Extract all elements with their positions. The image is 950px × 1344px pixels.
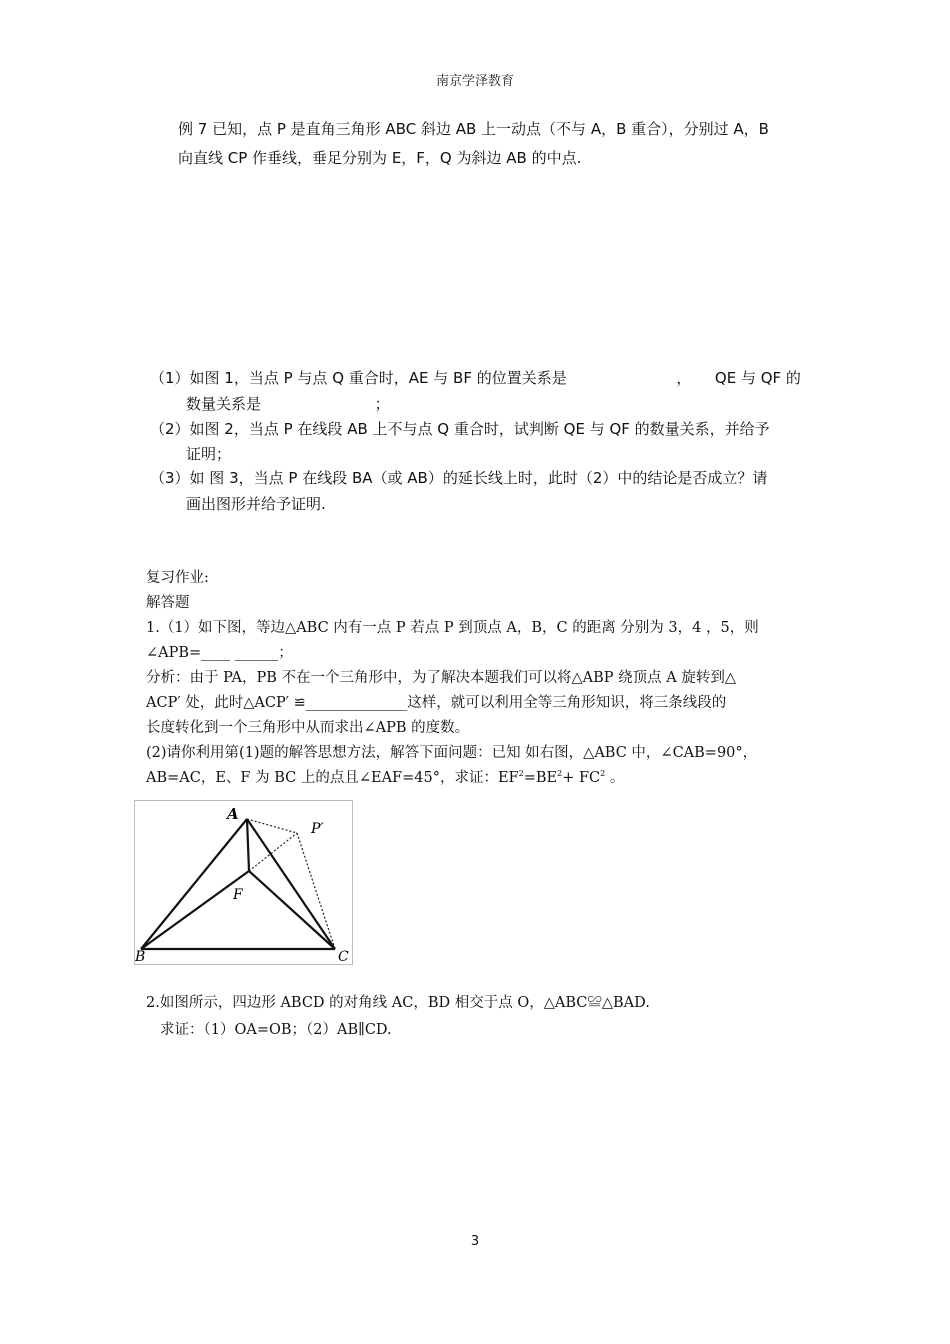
- segment-af: [247, 819, 249, 871]
- q1-comma: ，: [676, 369, 692, 387]
- superscript-2: 2: [518, 769, 524, 779]
- problem2-line1: 2.如图所示，四边形 ABCD 的对角线 AC，BD 相交于点 O，△ABC≌△BAD.: [146, 995, 650, 1011]
- page-header: 南京学泽教育: [435, 74, 514, 89]
- label-f: F: [233, 887, 243, 903]
- problem1-line7-a: AB=AC，E、F 为 BC 上的点且∠EAF=45°，求证：EF: [146, 770, 519, 786]
- label-a: A: [227, 805, 239, 823]
- problem1-line5: 长度转化到一个三角形中从而求出∠APB 的度数。: [146, 720, 470, 736]
- dotted-fp: [249, 833, 297, 871]
- page-number: 3: [470, 1234, 480, 1249]
- homework-subtitle: 解答题: [146, 595, 190, 611]
- q1-text: （1）如图 1，当点 P 与点 Q 重合时，AE 与 BF 的位置关系是: [150, 369, 567, 387]
- q2-line1: （2）如图 2，当点 P 在线段 AB 上不与点 Q 重合时，试判断 QE 与 QF 的数量关系，并给予: [150, 420, 770, 438]
- problem1-line7-b: =BE: [523, 770, 558, 786]
- example7-line1: 例 7 已知，点 P 是直角三角形 ABC 斜边 AB 上一动点（不与 A，B 重合），分别过 A，B: [178, 120, 769, 138]
- q1-line2: [186, 393, 390, 415]
- triangle-diagram: [135, 801, 352, 964]
- q3-line1: （3）如 图 3，当点 P 在线段 BA（或 AB）的延长线上时，此时（2）中的结论是否成立？请: [150, 469, 768, 487]
- problem1-line7-d: 。: [609, 770, 625, 786]
- problem1-line6: (2)请你利用第(1)题的解答思想方法，解答下面问题：已知 如右图，△ABC 中，∠CAB=90°，: [146, 745, 758, 761]
- superscript-2: 2: [600, 769, 606, 779]
- label-c: C: [338, 949, 349, 964]
- triangle-figure: [134, 800, 353, 965]
- problem1-line2: ∠APB=____ ______；: [146, 645, 293, 661]
- q1-text-end: QE 与 QF 的: [714, 369, 801, 387]
- label-b: B: [135, 949, 146, 964]
- problem1-line7-c: + FC: [562, 770, 601, 786]
- q1-semicolon: ；: [374, 395, 390, 413]
- problem1-line1: 1.（1）如下图，等边△ABC 内有一点 P 若点 P 到顶点 A，B，C 的距离 分别为 3，4 ，5，则: [146, 620, 759, 636]
- problem2-line2: 求证：（1）OA=OB；（2）AB∥CD.: [160, 1022, 392, 1038]
- problem1-line7: [146, 766, 624, 787]
- label-p-prime: P′: [311, 821, 324, 837]
- problem1-line4: ACP′ 处，此时△ACP′ ≌______________这样，就可以利用全等三角形知识，将三条线段的: [146, 695, 727, 711]
- problem1-line3: 分析：由于 PA，PB 不在一个三角形中，为了解决本题我们可以将△ABP 绕顶点 A 旋转到△: [146, 670, 737, 686]
- superscript-2: 2: [557, 769, 563, 779]
- q1-line1: [150, 367, 801, 389]
- q2-line2: 证明；: [186, 445, 232, 463]
- example7-line2: 向直线 CP 作垂线，垂足分别为 E，F，Q 为斜边 AB 的中点.: [178, 149, 582, 167]
- homework-title: 复习作业:: [146, 570, 209, 586]
- q1-text-2: 数量关系是: [186, 395, 262, 413]
- q3-line2: 画出图形并给予证明.: [186, 495, 326, 513]
